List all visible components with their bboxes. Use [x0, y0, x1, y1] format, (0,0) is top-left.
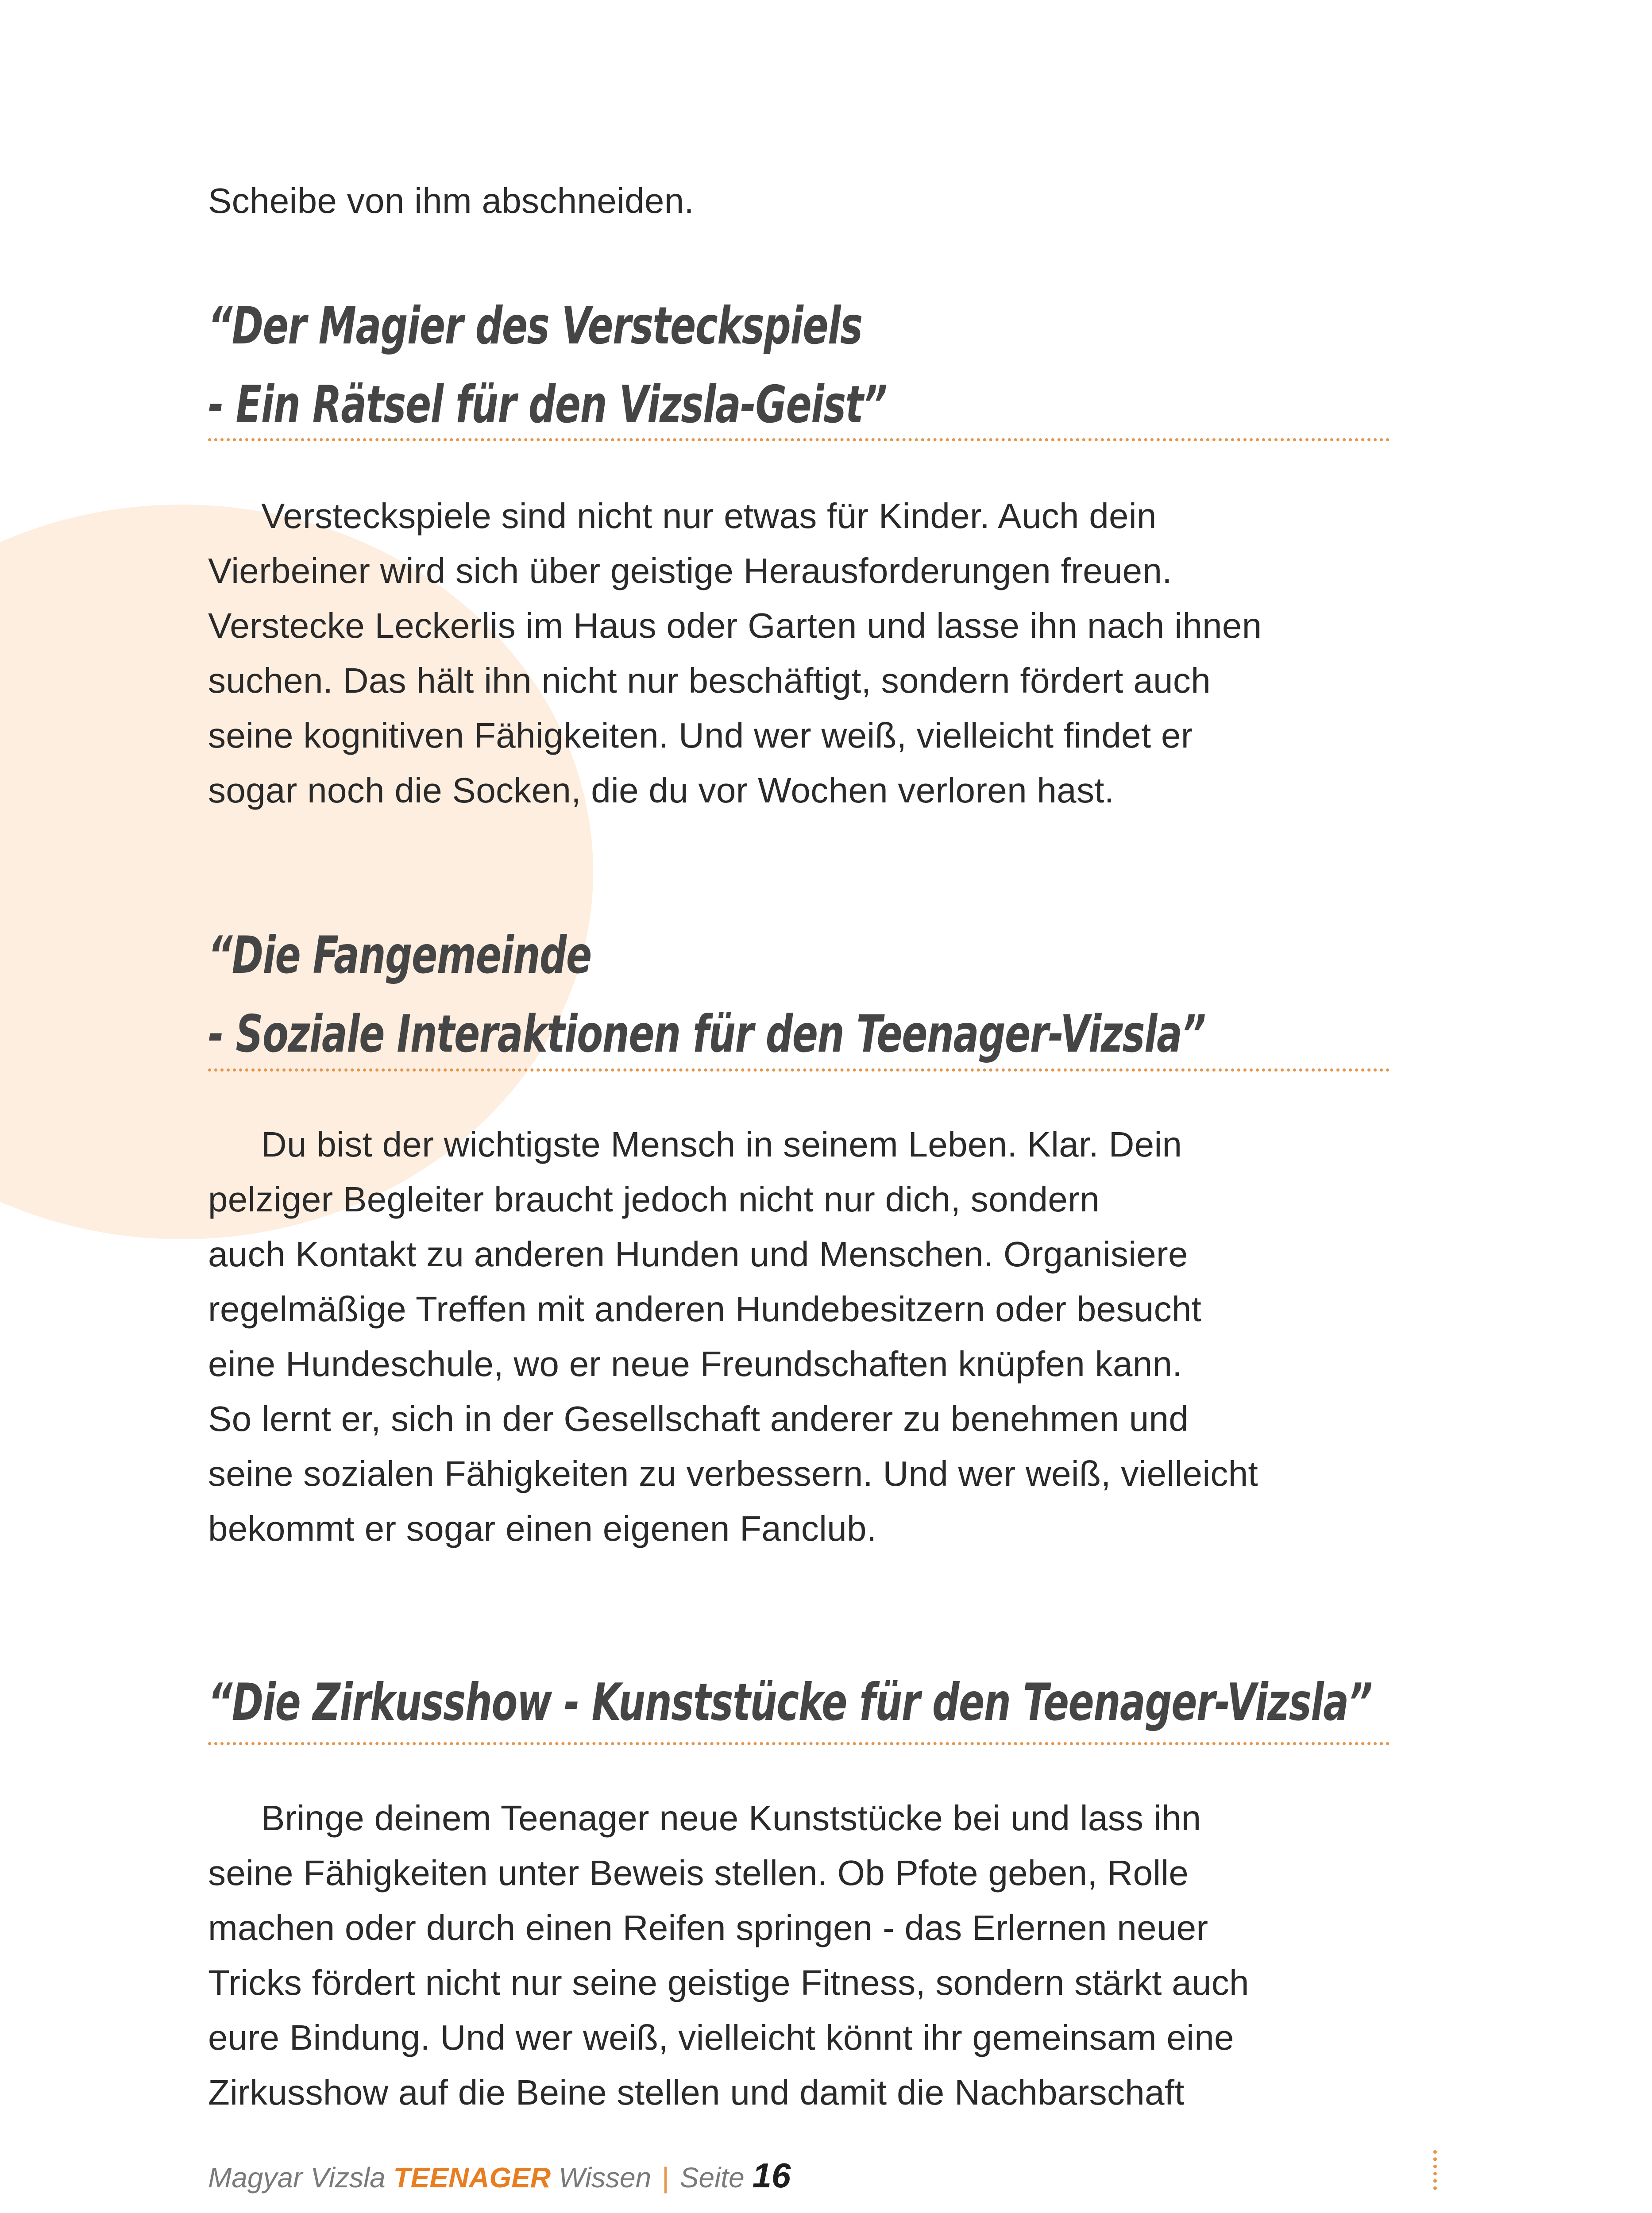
- paragraph-line: auch Kontakt zu anderen Hunden und Menschen. Organisiere: [208, 1234, 1188, 1274]
- paragraph-line: regelmäßige Treffen mit anderen Hundebesitzern oder besucht: [208, 1289, 1202, 1329]
- paragraph-line: Zirkusshow auf die Beine stellen und damit die Nachbarschaft: [208, 2073, 1185, 2112]
- section-1-heading-line-1: “Der Magier des Versteckspiels: [208, 296, 862, 356]
- paragraph-line: bekommt er sogar einen eigenen Fanclub.: [208, 1509, 877, 1548]
- section-2-heading: [208, 916, 1206, 1074]
- paragraph-line: eine Hundeschule, wo er neue Freundschaften knüpfen kann.: [208, 1344, 1182, 1384]
- section-3-heading: [208, 1663, 1372, 1742]
- intro-tail-text: Scheibe von ihm abschneiden.: [208, 181, 695, 220]
- section-2-divider: [208, 1068, 1390, 1072]
- paragraph-line: suchen. Das hält ihn nicht nur beschäftigt, sondern fördert auch: [208, 661, 1211, 700]
- footer-book-prefix: Magyar Vizsla: [208, 2162, 394, 2194]
- page-footer: [208, 2155, 791, 2196]
- section-1-paragraph: [208, 489, 1394, 818]
- paragraph-line: Du bist der wichtigste Mensch in seinem Leben. Klar. Dein: [261, 1125, 1182, 1164]
- section-2-heading-line-1: “Die Fangemeinde: [208, 925, 591, 985]
- paragraph-line: pelziger Begleiter braucht jedoch nicht nur dich, sondern: [208, 1180, 1100, 1219]
- paragraph-line: seine Fähigkeiten unter Beweis stellen. Ob Pfote geben, Rolle: [208, 1853, 1189, 1893]
- paragraph-line: machen oder durch einen Reifen springen - das Erlernen neuer: [208, 1908, 1208, 1947]
- footer-book-suffix: Wissen: [551, 2162, 652, 2194]
- paragraph-line: eure Bindung. Und wer weiß, vielleicht könnt ihr gemeinsam eine: [208, 2018, 1234, 2057]
- paragraph-line: Bringe deinem Teenager neue Kunststücke bei und lass ihn: [261, 1798, 1201, 1838]
- paragraph-line: seine kognitiven Fähigkeiten. Und wer weiß, vielleicht findet er: [208, 716, 1193, 755]
- paragraph-line: sogar noch die Socken, die du vor Wochen verloren hast.: [208, 771, 1115, 810]
- section-1-heading: [208, 287, 1086, 444]
- paragraph-line: Tricks fördert nicht nur seine geistige Fitness, sondern stärkt auch: [208, 1963, 1249, 2002]
- section-1-heading-line-2: - Ein Rätsel für den Vizsla-Geist”: [208, 375, 887, 435]
- section-3-heading-line-1: “Die Zirkusshow - Kunststücke für den Teenager-Vizsla”: [208, 1673, 1372, 1732]
- decorative-dotted-line: [1433, 2150, 1437, 2190]
- section-3-divider: [208, 1742, 1390, 1745]
- section-2-heading-line-2: - Soziale Interaktionen für den Teenager-Vizsla”: [208, 1004, 1206, 1064]
- paragraph-line: seine sozialen Fähigkeiten zu verbessern. Und wer weiß, vielleicht: [208, 1454, 1258, 1493]
- paragraph-line: Versteckspiele sind nicht nur etwas für Kinder. Auch dein: [261, 496, 1157, 536]
- paragraph-line: So lernt er, sich in der Gesellschaft anderer zu benehmen und: [208, 1399, 1189, 1438]
- footer-page-number: 16: [752, 2156, 791, 2195]
- paragraph-line: Verstecke Leckerlis im Haus oder Garten und lasse ihn nach ihnen: [208, 606, 1262, 645]
- section-3-paragraph: [208, 1791, 1394, 2120]
- paragraph-line: Vierbeiner wird sich über geistige Herausforderungen freuen.: [208, 551, 1172, 590]
- footer-book-accent: TEENAGER: [393, 2162, 551, 2194]
- footer-page-label: Seite: [679, 2162, 753, 2194]
- section-1-divider: [208, 438, 1390, 441]
- footer-separator: |: [662, 2162, 669, 2194]
- section-2-paragraph: [208, 1117, 1394, 1556]
